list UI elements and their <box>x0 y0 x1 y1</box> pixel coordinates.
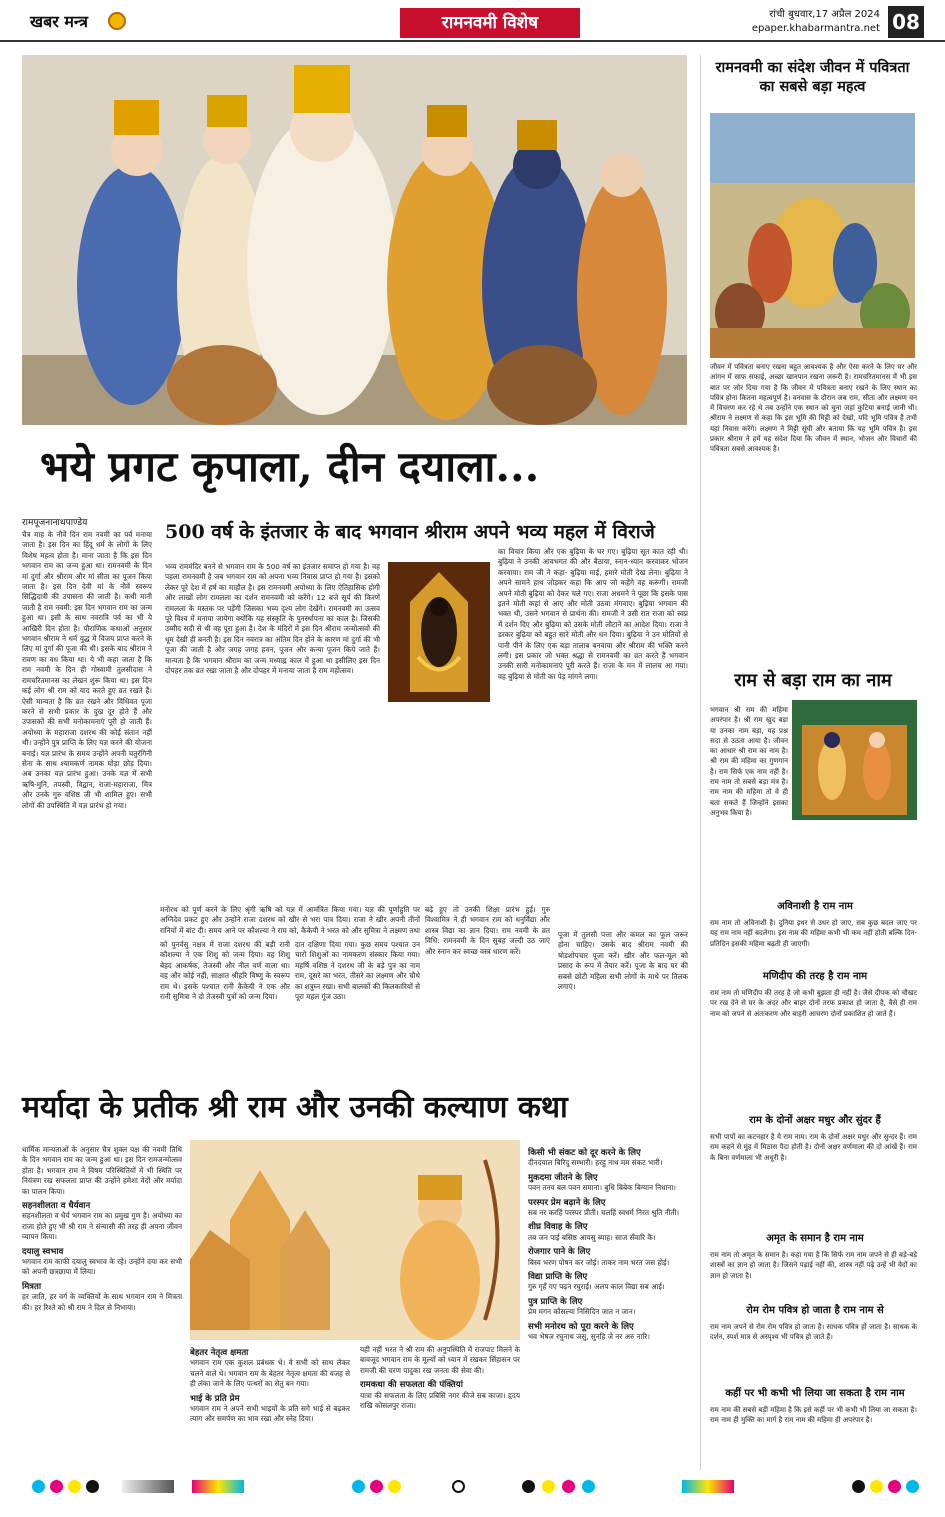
story-col4h: भव भेषज रघुनाथ जसु, सुनहि जे नर अरु नारि। <box>528 1332 650 1342</box>
lead-col4-text: मनोरथ को पूर्ण करने के लिए श्रृंगी ऋषि को यज्ञ में आमंत्रित किया गया। यज्ञ की पूर्णाहुति पर अग्निदेव प्रकट हुए और उन्होंने राजा दशरथ को खीर से भरा पात्र दिया। राजा ने खीर अपनी तीनों रानियों में बांट दी। समय आने पर कौशल्या ने राम को, कैकेयी ने भरत को और सुमित्रा ने लक्ष्मण तथा <box>160 905 420 935</box>
lead-col8-text: पूजा में तुलसी पत्ता और कमल का फूल जरूर होना चाहिए। उसके बाद श्रीराम नवमी की षोडशोपचार पूजा करें। खीर और फल-मूल को प्रसाद के रूप में तैयार करें। पूजा के बाद घर की सबसे छोटी महिला सभी लोगों के माथे पर तिलक लगाएं। <box>558 930 688 992</box>
story-col2-text: भगवान राम एक कुशल प्रबंधक थे। वे सभी को साथ लेकर चलने वाले थे। भगवान राम के बेहतर नेतृत्व क्षमता की वजह से ही लंका जाने के लिए पत्थरों का सेतु बन गया। <box>190 1358 350 1389</box>
story-col4c: सब नर करहिं परस्पर प्रीती। चलहिं स्वधर्म निरत श्रुति नीती। <box>528 1208 680 1218</box>
black-dot-icon <box>852 1480 865 1493</box>
sidebar-text-8-body: राम नाम की सबसे बड़ी महिमा है कि इसे कहीं पर भी कभी भी लिया जा सकता है। राम नाम ही मुक्ति का मार्ग है राम नाम की महिमा ही अपरंपार है। <box>710 1406 917 1425</box>
yellow-dot-icon <box>388 1480 401 1493</box>
crosshair-icon <box>452 1480 465 1493</box>
story-col2-sub: बेहतर नेतृत्व क्षमता <box>190 1348 249 1358</box>
story-col4-sub1: किसी भी संकट को दूर करने के लिए <box>528 1148 641 1158</box>
sidebar-text-2 <box>710 705 788 823</box>
lead-col1-text: चैत्र माह के नौवें दिन राम नवमी का पर्व मनाया जाता है। इस दिन का हिंदू धर्म के लोगों के लिए विशेष महत्व होता है। माना जाता है कि इस दिन भगवान राम का जन्म हुआ था। रामनवमी के दिन मां दुर्गा और श्रीराम और मां सीता का पूजन किया जाता है। इस दिन देवी मां के नौवें स्वरूप सिद्धिदात्री की उपासना की जाती है। कथी मानी जाती है राम नवमी: इस दिन भगवान राम का जन्म हुआ था। इसी के साथ नवरात्रि पर्व का भी ये आखिरी दिन होता है। पौराणिक कथाओं अनुसार भगवान श्रीराम ने धर्म युद्ध में विजय प्राप्त करने के लिए मां दुर्गा की पूजा की थी। इसके बाद श्रीराम ने रावण का वध किया था। ये भी कहा जाता है कि राम नवमी के दिन ही गोस्वामी तुलसीदास ने रामचरितमानस का लेखन शुरू किया था। इस दिन कई लोग श्री राम को याद करते हुए व्रत रखते हैं। ऐसी मान्यता है कि व्रत रखने और विधिवत पूजा करने से सभी प्रकार के दुख दूर होते हैं और उपासकों की सभी मनोकामनाएं पूरी हो जाती हैं। अयोध्या के महाराजा दशरथ की कोई संतान नहीं थी। उन्होंने पुत्र प्राप्ति के लिए यज्ञ करने की योजना बनाई। यज्ञ प्रारंभ के समय उन्होंने अपनी चतुरंगिनी सेना के साथ श्यामकर्ण नामक घोड़ा छोड़ दिया। अब उनका यज्ञ प्रारंभ हुआ। उनके यज्ञ में सभी ऋषि-मुनि, तपस्वी, विद्वान, राजा-महाराजा, मित्र और उनके गुरु वशिष्ठ जी भी शामिल हुए। सभी लोगों की उपस्थिति में यज्ञ प्रारंभ हो गया। <box>22 530 152 810</box>
sidebar-text-3-body: राम नाम तो अविनाशी है। दुनिया इधर से उधर हो जाए, सब कुछ बदल जाए पर यह राम नाम नहीं बदलेगा। इस नाम की महिमा कभी भी कम नहीं होती बल्कि दिन-प्रतिदिन इसकी महिमा बढ़ती ही जाएगी। <box>710 919 917 948</box>
ramlalla-photo <box>388 562 490 702</box>
story-column-2 <box>190 1345 350 1470</box>
lead-headline: भये प्रगट कृपाला, दीन दयाला... <box>40 442 540 491</box>
hero-illustration <box>22 55 687 425</box>
sidebar-text-3 <box>710 918 917 966</box>
print-registration-strip <box>22 1478 922 1496</box>
story-col4g: प्रेम मगन कौसल्या निसिदिन जात न जान। <box>528 1307 636 1317</box>
yellow-dot-icon <box>542 1480 555 1493</box>
sidebar-sub-1: अविनाशी है राम नाम <box>777 901 853 912</box>
magenta-dot-icon <box>50 1480 63 1493</box>
story-col4a: दीनदयाल बिरिदु सम्भारी। हरहु नाथ मम संकट भारी। <box>528 1158 663 1168</box>
cyan-dot-icon <box>352 1480 365 1493</box>
sidebar-sub-3: राम के दोनों अक्षर मधुर और सुंदर हैं <box>749 1115 881 1126</box>
lead-col3-text: का विचार किया और एक बुढ़िया के घर गए। बुढ़िया सूत कात रही थी। बुढ़िया ने उनकी आवभगत की और बैठाया, स्नान-ध्यान करवाकर भोजन करवाया। राम जी ने कहा- बुढ़िया माई, हमारे मोती देख लेना। बुढ़िया ने अपने सामने हाथ जोड़कर कहा कि आप जो कहेंगे वह करूंगी। रामजी अपने मोती बुढ़िया को देकर चले गए। राजा अधमने ने पूछा कि इसके पास इतने मोती कहां से आए और मोती उठवा मंगवाए। बुढ़िया भगवान की भक्त थी, उसने भगवान से प्रार्थना की। रामजी ने उसी रात राजा को स्वप्न में दर्शन दिए और बुढ़िया को उसके मोती लौटाने का आदेश दिया। राजा ने डरकर बुढ़िया को बहुत सारे मोती और धन दिया। बुढ़िया ने उन मोतियों से पानी पीने के लिए एक बड़ा तालाब बनवाया और श्रीराम की भक्ति करने लगी। इस प्रकार जो भक्त श्रद्धा से रामनवमी का व्रत करते हैं भगवान उनकी सारी मनोकामनाएं पूरी करते हैं। राजा के मन में लालच आ गया। वह बुढ़िया से मोती का पेड़ मांगने लगा। <box>498 547 688 681</box>
lead-column-6 <box>295 940 420 1065</box>
story-col4-sub6: विद्या प्राप्ति के लिए <box>528 1272 588 1283</box>
story-col4e: बिस्व भरण पोषन कर जोई। ताकर नाम भरत जस होई। <box>528 1257 670 1267</box>
story-col4-sub7: पुत्र प्राप्ति के लिए <box>528 1296 583 1307</box>
magenta-dot-icon <box>370 1480 383 1493</box>
black-dot-icon <box>86 1480 99 1493</box>
story-col4-sub4: शीघ्र विवाह के लिए <box>528 1222 588 1233</box>
story-sub-b: दयालु स्वभाव <box>22 1246 64 1257</box>
color-ramp-icon <box>192 1480 244 1493</box>
story-col2-sub2: भाई के प्रति प्रेम <box>190 1393 240 1404</box>
sidebar-text-2-body: भगवान श्री राम की महिमा अपरंपार है। श्री राम खुद बड़ा या उनका नाम बड़ा, यह प्रश्न सदा से उठता आया है। जीवन का आधार श्री राम का नाम है। श्री राम की महिमा का गुणगान है। राम सिर्फ एक नाम नहीं है। राम नाम तो सबसे बड़ा मंत्र है। राम नाम की महिमा तो वे ही बता सकते हैं जिन्होंने इसका अनुभव किया है। <box>710 706 788 817</box>
lead-column-3 <box>498 547 688 902</box>
sidebar-sub-4: अमृत के समान है राम नाम <box>766 1233 864 1244</box>
yellow-dot-icon <box>68 1480 81 1493</box>
cyan-dot-icon <box>582 1480 595 1493</box>
story-column-1 <box>22 1145 182 1470</box>
sidebar-text-6 <box>710 1250 917 1300</box>
page-number: 08 <box>888 6 924 38</box>
ram-darbar-painting <box>22 55 687 425</box>
sidebar-text-4 <box>710 988 917 1098</box>
story-col3-sub: रामकथा की सफलता की पंक्तियां <box>360 1380 463 1391</box>
brand-logo-icon <box>108 12 126 30</box>
lead-column-5 <box>160 940 290 1065</box>
sidebar-text-7 <box>710 1322 917 1382</box>
sidebar-text-5-body: सभी पापों का कटनहार है ये राम नाम। राम के दोनों अक्षर मधुर और सुन्दर हैं। राम राम कहने से मुंह में मिठास पैदा होती है। दोनों अक्षर वर्णमाला की दो आंखें हैं। राम के बिना वर्णमाला भी अधूरी है। <box>710 1133 917 1162</box>
sidebar-text-5 <box>710 1132 917 1227</box>
story-text-b: भगवान राम काफी दयालु स्वभाव के रहे। उन्होंने दया कर सभी को अपनी छत्रछाया में लिया। <box>22 1257 182 1277</box>
black-dot-icon <box>522 1480 535 1493</box>
story-col4b: पवन तनय बल पवन समाना। बुधि बिबेक बिग्यान निधाना। <box>528 1183 676 1193</box>
magenta-dot-icon <box>562 1480 575 1493</box>
dateline <box>740 8 880 36</box>
story-headline: मर्यादा के प्रतीक श्री राम और उनकी कल्याण कथा <box>22 1090 568 1125</box>
lead-col6-text: दान दक्षिणा दिया गया। कुछ समय पश्चात उन चारों शिशुओं का नामकरण संस्कार किया गया। महर्षि वशिष्ठ ने दशरथ जी के बड़े पुत्र का नाम राम, दूसरे का भरत, तीसरे का लक्ष्मण और चौथे का शत्रुघ्न रखा। सभी बालकों की किलकारियों से पूरा महल गूंज उठा। <box>295 940 420 1002</box>
sidebar-sub-2: मणिदीप की तरह है राम नाम <box>762 971 868 982</box>
lead-column-1 <box>22 530 152 1065</box>
lead-subheadline: 500 वर्ष के इंतजार के बाद भगवान श्रीराम अपने भव्य महल में विराजे <box>165 521 655 543</box>
lead-col5-text: को पुनर्वसु नक्षत्र में राजा दशरथ की बड़ी रानी कौशल्या ने एक शिशु को जन्म दिया। वह शिशु बेहद आकर्षक, तेजस्वी और नील वर्ण वाला था। वह और कोई नहीं, साक्षात श्रीहरि विष्णु के स्वरूप राम थे। इसके पश्चात रानी कैकेयी ने एक और रानी सुमित्रा ने दो तेजस्वी पुत्रों को जन्म दिया। <box>160 940 290 1002</box>
lead-column-4 <box>160 905 420 937</box>
ram-darbar-photo <box>792 700 917 820</box>
website-link[interactable]: epaper.khabarmantra.net <box>751 23 880 34</box>
magenta-dot-icon <box>888 1480 901 1493</box>
section-banner: रामनवमी विशेष <box>400 8 580 38</box>
lead-col7-text: बढ़े हुए तो उनकी शिक्षा प्रारंभ हुई। गुरु विश्वामित्र ने ही भगवान राम को धनुर्विद्या और शास्त्र विद्या का ज्ञान दिया। राम नवमी के व्रत विधि: रामनवमी के दिन सुबह जल्दी उठ जाएं और स्नान कर स्वच्छ वस्त्र धारण करें। <box>425 905 550 956</box>
sidebar-text-4-body: राम नाम तो मणिदीप की तरह है जो कभी बुझता ही नहीं है। जैसे दीपक को चौखट पर रख देने से घर के अंदर और बाहर दोनों तरफ प्रकाश हो जाता है, वैसे ही राम नाम को जपने से अंतःकरण और बाहरी आचरण दोनों प्रकाशित हो जाते हैं। <box>710 989 917 1018</box>
masthead <box>0 0 945 42</box>
story-text-a: सहनशीलता व धैर्य भगवान राम का प्रमुख गुण है। अयोध्या का राजा होते हुए भी श्री राम ने संन्यासी की तरह ही अपना जीवन व्यापन किया। <box>22 1211 182 1242</box>
lead-column-2 <box>165 562 380 902</box>
story-col3b-text: यात्रा की सफलता के लिए प्रबिसि नगर कीजे सब काजा। हृदय राखि कोसलपुर राजा। <box>360 1390 520 1411</box>
sidebar-title-1: रामनवमी का संदेश जीवन में पवित्रता का सबसे बड़ा महत्व <box>715 59 910 95</box>
sidebar-sub-6: कहीं पर भी कभी भी लिया जा सकता है राम नाम <box>725 1388 905 1399</box>
byline: रामपूजनानाथपाण्डेय <box>22 518 88 528</box>
sidebar-sub-5: रोम रोम पवित्र हो जाता है राम नाम से <box>746 1305 884 1316</box>
story-column-3 <box>360 1345 520 1470</box>
lead-column-7 <box>425 905 550 1065</box>
temple-and-ram-illustration <box>190 1140 520 1340</box>
brand-name: खबर मन्त्र <box>30 12 88 31</box>
story-sub-c: मित्रता <box>22 1281 42 1292</box>
story-col4-sub5: रोजगार पाने के लिए <box>528 1247 591 1258</box>
lead-col2-text: भव्य राममंदिर बनने से भगवान राम के 500 वर्ष का इंतजार समाप्त हो गया है। वह पहला रामनवमी है जब भगवान राम को अपना भव्य निवास प्राप्त हो गया है। इसको लेकर पूरे देश में हर्ष का माहौल है। इस रामनवमी अयोध्या के लिए ऐतिहासिक होगी और लाखों लोग रामलला का दर्शन रामनवमी को करेंगे। 12 बजे सूर्य की किरणें रामलला के मस्तक पर पड़ेंगी जिसका भव्य दृश्य लोग देखेंगे। रामनवमी का उत्सव पूरे विश्व में मनाया जायेगा क्योंकि यह संस्कृति के पुनर्स्थापना का काल है। जिसकी उम्मीद सदी से थी वह पूरा हुआ है। देश के मंदिरों में इस दिन श्रीराम जन्मोत्सवों की धूम देखी ही बनती है। इस दिन नवरात्र का अंतिम दिन होने के कारण मां दुर्गा की भी पूजा की जाती है और जगह जगह हवन, पूजन और कन्या पूजन किये जाते हैं। मान्यता है कि भगवान श्रीराम का जन्म मध्याह्न काल में हुआ था इसीलिए इस दिन दोपहर तक व्रत रखा जाता है और दोपहर में मनाया जाता है राम महोत्सव। <box>165 562 380 676</box>
lead-column-8 <box>558 930 688 1065</box>
sidebar-text-1 <box>710 362 917 662</box>
cyan-dot-icon <box>906 1480 919 1493</box>
sidebar-text-1-body: जीवन में पवित्रता बनाए रखना बहुत आवश्यक है और ऐसा करने के लिए घर और आंगन में साफ सफाई, अच्छा खानपान रखना जरूरी है। रामचरितमानस में भी इस बात पर जोर दिया गया है कि जीवन में पवित्रता बनाए रखने के लिए स्थान का पवित्र होना कितना महत्वपूर्ण है। वनवास के दौरान जब राम, सीता और लक्ष्मण वन में विचरण कर रहे थे तब उन्होंने एक स्थान को चुना जहां कुटिया बनाई जानी थी। श्रीराम ने लक्ष्मण से कहा कि इस भूमि की मिट्टी को देखो, यदि भूमि पवित्र है तभी यहां निवास करेंगे। लक्ष्मण ने मिट्टी सूंघी और बताया कि यह भूमि पवित्र है। इस प्रकार श्रीराम ने हमें यह संदेश दिया कि जीवन में स्थान, भोजन और विचारों की पवित्रता सबसे आवश्यक है। <box>710 363 917 454</box>
story-col3-text: यही नहीं भरत ने श्री राम की अनुपस्थिति में राजपाट मिलने के बावजूद भगवान राम के मूल्यों को ध्यान में रखकर सिंहासन पर रामजी की चरण पादुका रख जनता की सेवा की। <box>360 1345 520 1375</box>
story-col4d: तब जन पाई बसिष्ठ आयसु ब्याह। साज सँवारि कै। <box>528 1232 656 1242</box>
story-sub-a: सहनशीलता व धैर्यवान <box>22 1201 91 1212</box>
sidebar-title-2: राम से बड़ा राम का नाम <box>734 670 892 691</box>
sidebar-text-7-body: राम नाम जपने से रोम रोम पवित्र हो जाता है। साधक पवित्र हो जाता है। साधक के दर्शन, स्पर्श मात्र से अस्पृश्य भी पवित्र हो जाते हैं। <box>710 1323 917 1342</box>
story-col4-sub8: सभी मनोरथ को पूरा करने के लिए <box>528 1321 634 1332</box>
sidebar-text-8 <box>710 1405 917 1465</box>
sidebar-text-6-body: राम नाम तो अमृत के समान है। कहा गया है कि सिर्फ राम नाम जपने से ही बड़े-बड़े शास्त्रों का ज्ञान हो जाता है। जिसने पढ़ाई नहीं की, शास्त्र नहीं पढ़े उन्हें भी वेदों का ज्ञान हो जाता है। <box>710 1251 917 1280</box>
story-col1-text: धार्मिक मान्यताओं के अनुसार चैत्र शुक्ल पक्ष की नवमी तिथि के दिन भगवान राम का जन्म हुआ था। इस दिन रामजन्मोत्सव होता है। भगवान राम ने विषम परिस्थितियों में भी स्थिति पर नियंत्रण रख सफलता प्राप्त की उन्होंने हमेशा वेदों और मर्यादा का पालन किया। <box>22 1145 182 1196</box>
story-col4-sub2: मुकदमा जीतने के लिए <box>528 1172 598 1183</box>
gray-ramp-icon <box>122 1480 174 1493</box>
cyan-dot-icon <box>32 1480 45 1493</box>
story-text-c: हर जाति, हर वर्ग के व्यक्तियों के साथ भगवान राम ने मित्रता की। हर रिश्ते को श्री राम ने दिल से निभाया। <box>22 1292 182 1312</box>
story-column-4 <box>528 1145 690 1470</box>
story-col4f: गुरु गृहँ गए पढ़न रघुराई। अलप काल विद्या सब आई। <box>528 1282 665 1292</box>
story-col2b-text: भगवान राम ने अपने सभी भाइयों के प्रति सगे भाई से बढ़कर त्याग और समर्पण का भाव रखा और स्नेह दिया। <box>190 1404 350 1424</box>
yellow-dot-icon <box>870 1480 883 1493</box>
color-ramp-icon <box>682 1480 734 1493</box>
date-text: रांची बुधवार,17 अप्रैल 2024 <box>769 9 880 20</box>
sidebar-painting <box>710 113 915 358</box>
story-col4-sub3: परस्पर प्रेम बढ़ाने के लिए <box>528 1197 606 1208</box>
